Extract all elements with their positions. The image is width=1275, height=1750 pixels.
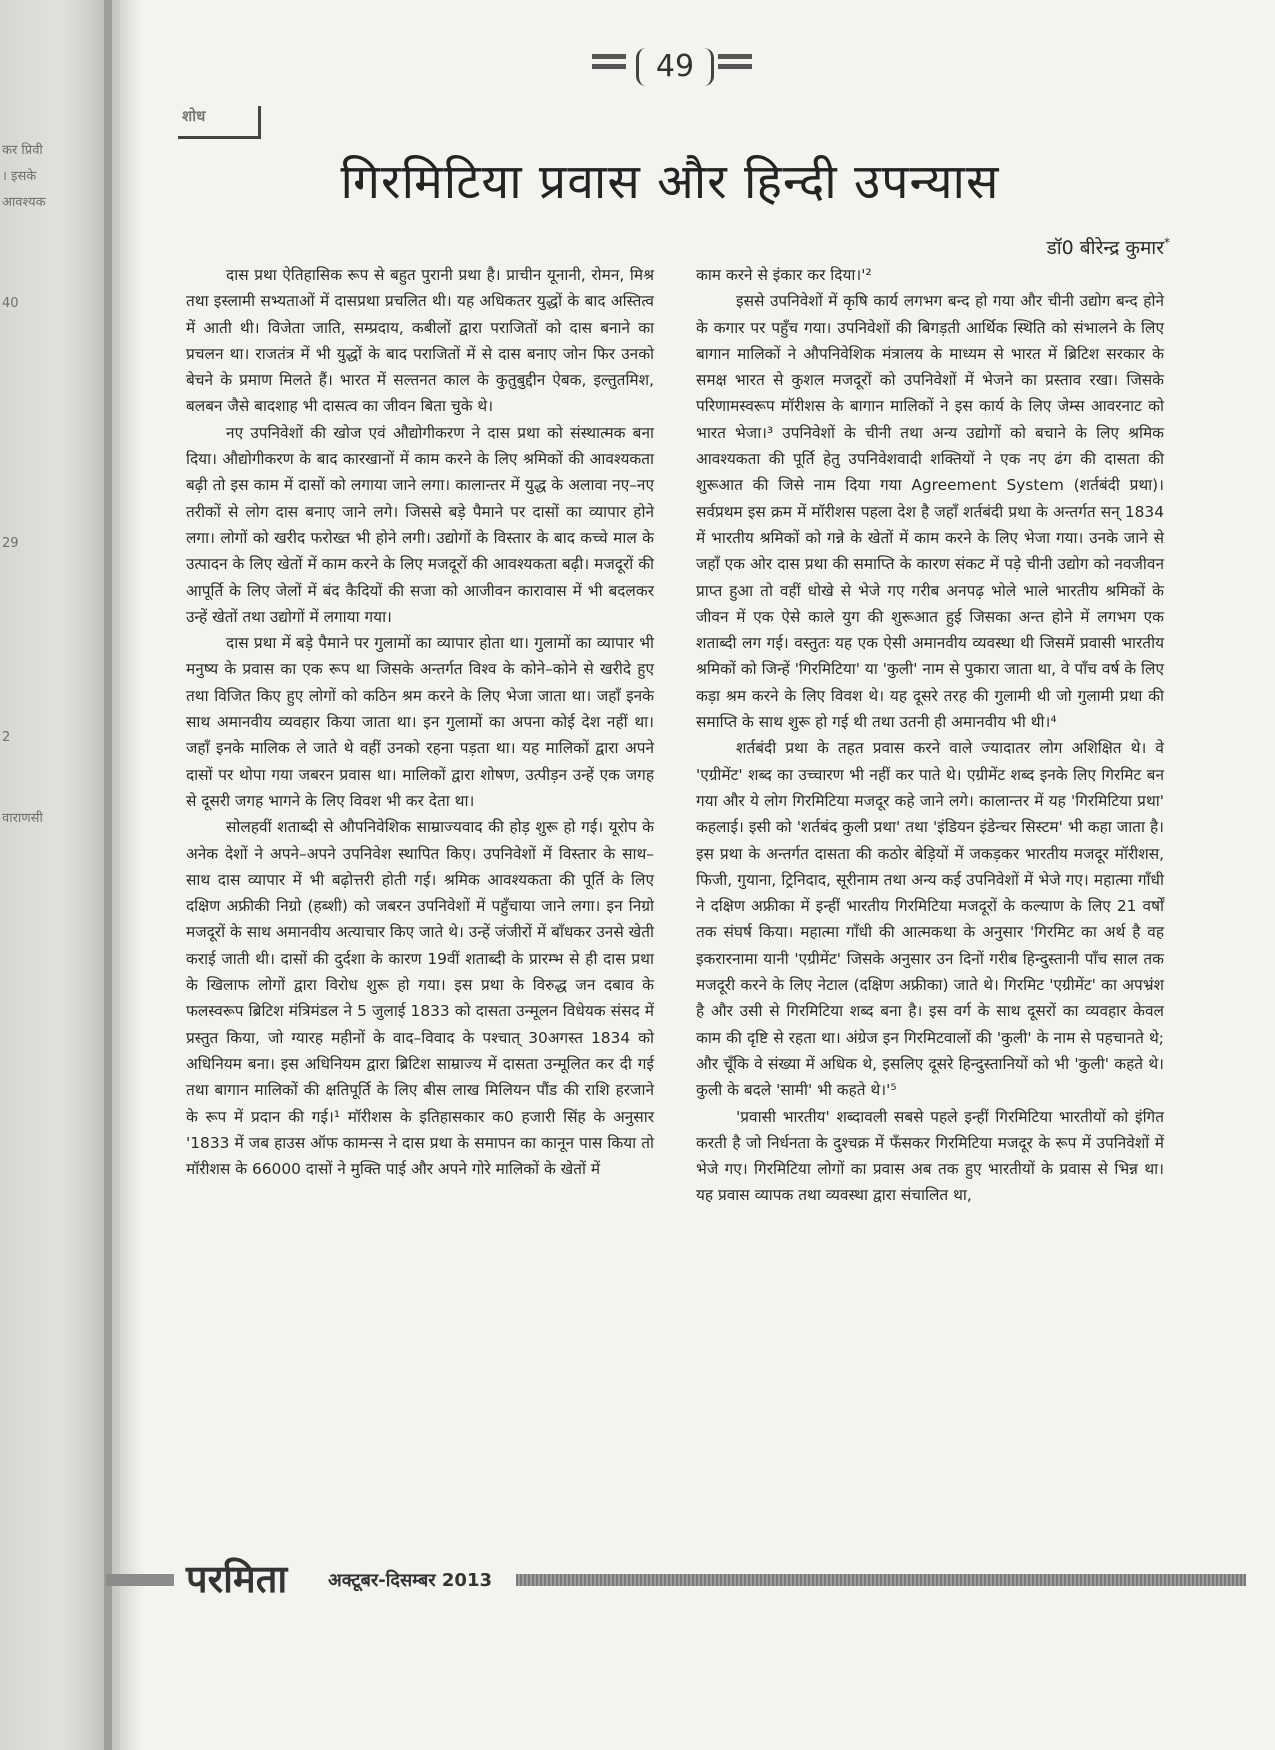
author-name: डॉ0 बीरेन्द्र कुमार — [1046, 237, 1164, 259]
page-number-ornament — [592, 44, 752, 94]
paragraph: दास प्रथा ऐतिहासिक रूप से बहुत पुरानी प्रथा है। प्राचीन यूनानी, रोमन, मिश्र तथा इस्लामी सभ्यताओं में दासप्रथा प्रचलित थी। यह अधिकतर युद्धों के बाद अस्तित्व में आती थी। विजेता जाति, सम्प्रदाय, कबीलों द्वारा पराजितों को दास बनाने का प्रचलन था। राजतंत्र में भी युद्धों के बाद पराजितों में से दास बनाए जोन फिर उनको बेचने के प्रमाण मिलते हैं। भारत में सल्तनत काल के कुतुबुद्दीन ऐबक, इल्तुतमिश, बलबन जैसे बादशाह भी दासत्व का जीवन बिता चुके थे। — [186, 266, 654, 416]
issue-date: अक्टूबर-दिसम्बर 2013 — [328, 1570, 492, 1591]
bleed-text: आवश्यक — [2, 195, 46, 210]
paragraph: दास प्रथा में बड़े पैमाने पर गुलामों का व्यापार होता था। गुलामों का व्यापार भी मनुष्य के प्रवास का एक रूप था जिसके अन्तर्गत विश्व के कोने–कोने से खरीदे हुए तथा विजित किए हुए लोगों को कठिन श्रम करने के लिए भेजा जाता था। जहाँ इनके साथ अमानवीय व्यवहार किया जाता था। इन गुलामों का अपना कोई देश नहीं था। जहाँ इनके मालिक ले जाते थे वहीं उनको रहना पड़ता था। यह मालिकों द्वारा अपने दासों पर थोपा गया जबरन प्रवास था। मालिकों द्वारा शोषण, उत्पीड़न उन्हें एक जगह से दूसरी जगह भागने के लिए विवश भी कर देता था। — [186, 634, 654, 810]
paragraph: 'प्रवासी भारतीय' शब्दावली सबसे पहले इन्हीं गिरमिटिया भारतीयों को इंगित करती है जो निर्धनता के दुश्चक्र में फँसकर गिरमिटिया मजदूर के रूप में उपनिवेशों में भेजे गए। गिरमिटिया लोगों का प्रवास अब तक हुए भारतीयों के प्रवास से भिन्न था। यह प्रवास व्यापक तथा व्यवस्था द्वारा संचालित था, — [696, 1107, 1164, 1205]
right-column — [696, 262, 1164, 1209]
page-number: 49 — [636, 48, 714, 86]
bleed-text: कर प्रिवी — [2, 143, 43, 158]
paragraph: नए उपनिवेशों की खोज एवं औद्योगीकरण ने दास प्रथा को संस्थात्मक बना दिया। औद्योगीकरण के बाद कारखानों में काम करने के लिए श्रमिकों की आवश्यकता बढ़ी तो इस काम में दासों को लगाया जाने लगा। कालान्तर में युद्ध के अलावा नए–नए तरीकों से लोग दास बनाए जाने लगे। जिससे बड़े पैमाने पर दासों का व्यापार होने लगा। लोगों को खरीद फरोख्त भी होने लगी। उद्योगों के विस्तार के बाद कच्चे माल के उत्पादन के लिए खेतों में काम करने के लिए मजदूरों की आवश्यकता बढ़ी। मजदूरों की आपूर्ति के लिए जेलों में बंद कैदियों की सजा को आजीवन कारावास में भी बदलकर उन्हें खेतों तथा उद्योगों में लगाया गया। — [186, 423, 654, 626]
folio-bars-right — [718, 54, 752, 80]
section-tag: शोध — [178, 106, 261, 139]
article-title: गिरमिटिया प्रवास और हिन्दी उपन्यास — [340, 154, 1000, 210]
binding-shadow — [104, 0, 142, 1750]
paragraph: काम करने से इंकार कर दिया।'² — [696, 266, 872, 284]
footer-rule-left — [106, 1574, 174, 1586]
bleed-text: 2 — [2, 730, 11, 745]
bleed-text: । इसके — [2, 169, 37, 184]
folio-bars-left — [592, 54, 626, 80]
bleed-text: वाराणसी — [2, 811, 43, 826]
author-footnote-mark: * — [1164, 235, 1170, 250]
magazine-logo: परमिता — [186, 1557, 288, 1601]
bleed-text: 29 — [2, 536, 19, 551]
page-footer — [186, 1556, 1246, 1604]
left-column — [186, 262, 654, 1182]
binding-gutter — [0, 0, 112, 1750]
paragraph: सोलहवीं शताब्दी से औपनिवेशिक साम्राज्यवाद की होड़ शुरू हो गई। यूरोप के अनेक देशों ने अपने–अपने उपनिवेश स्थापित किए। उपनिवेशों में विस्तार के साथ–साथ दास व्यापार में भी बढ़ोत्तरी होती गई। श्रमिक आवश्यकता की पूर्ति के लिए दक्षिण अफ्रीकी निग्रो (हब्शी) को जबरन उपनिवेशों में पहुँचाया जाने लगा। इन निग्रो मजदूरों के साथ अमानवीय अत्याचार किए जाते थे। उन्हें जंजीरों में बाँधकर उनसे खेती कराई जाती थी। दासों की दुर्दशा के कारण 19वीं शताब्दी के प्रारम्भ से ही दास प्रथा के खिलाफ लोगों द्वारा विरोध शुरू हो गया। इस प्रथा के विरुद्ध जन दबाव के फलस्वरूप ब्रिटिश मंत्रिमंडल ने 5 जुलाई 1833 को दासता उन्मूलन विधेयक संसद में प्रस्तुत किया, जो ग्यारह महीनों के वाद–विवाद के पश्चात् 30अगस्त 1834 को अधिनियम बना। इस अधिनियम द्वारा ब्रिटिश साम्राज्य में दासता उन्मूलित कर दी गई तथा बागान मालिकों की क्षतिपूर्ति के लिए बीस लाख मिलियन पौंड की राशि हरजाने के रूप में प्रदान की गई।¹ मॉरीशस के इतिहासकार क0 हजारी सिंह के अनुसार '1833 में जब हाउस ऑफ कामन्स ने दास प्रथा के समापन का कानून पास किया तो मॉरीशस के 66000 दासों ने मुक्ति पाई और अपने गोरे मालिकों के खेतों में — [186, 818, 654, 1179]
paragraph: इससे उपनिवेशों में कृषि कार्य लगभग बन्द हो गया और चीनी उद्योग बन्द होने के कगार पर पहुँच गया। उपनिवेशों की बिगड़ती आर्थिक स्थिति को संभालने के लिए बागान मालिकों ने औपनिवेशिक मंत्रालय के माध्यम से भारत में ब्रिटिश सरकार के समक्ष भारत से कुशल मजदूरों को उपनिवेशों में भेजने का प्रस्ताव रखा। जिसके परिणामस्वरूप मॉरीशस के बागान मालिकों ने इस कार्य के लिए जेम्स आवरनाट को भारत भेजा।³ उपनिवेशों के चीनी तथा अन्य उद्योगों को बचाने के लिए श्रमिक आवश्यकता की पूर्ति हेतु उपनिवेशवादी शक्तियों ने एक नए ढंग की दासता की शुरूआत की जिसे नाम दिया गया Agreement System (शर्तबंदी प्रथा)। सर्वप्रथम इस क्रम में मॉरीशस पहला देश है जहाँ शर्तबंदी प्रथा के अन्तर्गत सन् 1834 में भारतीय श्रमिकों को गन्ने के खेतों में काम करने के लिए भेजा गया। उनके जाने से जहाँ एक ओर दास प्रथा की समाप्ति के कारण संकट में पड़े चीनी उद्योग को नवजीवन प्राप्त हुआ तो वहीं धोखे से भेजे गए गरीब अनपढ़ भोले भाले भारतीय श्रमिकों के जीवन में एक ऐसे काले युग की शुरूआत हुई जिसका अन्त होने में लगभग एक शताब्दी लग गई। वस्तुतः यह एक ऐसी अमानवीय व्यवस्था थी जिसमें प्रवासी भारतीय श्रमिकों को जिन्हें 'गिरमिटिया' या 'कुली' नाम से पुकारा जाता था, वे पाँच वर्ष के लिए कड़ा श्रम करने के लिए विवश थे। यह दूसरे तरह की गुलामी थी जो गुलामी प्रथा की समाप्ति के साथ शुरू हो गई थी तथा उतनी ही अमानवीय भी थी।⁴ — [696, 292, 1164, 732]
footer-rule — [516, 1574, 1246, 1586]
bleed-text: 40 — [2, 296, 19, 311]
author-byline — [880, 234, 1170, 260]
paragraph: शर्तबंदी प्रथा के तहत प्रवास करने वाले ज्यादातर लोग अशिक्षित थे। वे 'एग्रीमेंट' शब्द का उच्चारण भी नहीं कर पाते थे। एग्रीमेंट शब्द इनके लिए गिरमिट बन गया और ये लोग गिरमिटिया मजदूर कहे जाने लगे। कालान्तर में यह 'गिरमिटिया प्रथा' कहलाई। इसी को 'शर्तबंद कुली प्रथा' तथा 'इंडियन इंडेन्चर सिस्टम' भी कहा जाता है। इस प्रथा के अन्तर्गत दासता की कठोर बेड़ियों में जकड़कर भारतीय मजदूर मॉरीशस, फिजी, गुयाना, ट्रिनिदाद, सूरीनाम तथा अन्य कई उपनिवेशों में भेजे गए। महात्मा गाँधी ने दक्षिण अफ्रीका में इन्हीं भारतीय गिरमिटिया मजदूरों के कल्याण के लिए 21 वर्षों तक संघर्ष किया। महात्मा गाँधी की आत्मकथा के अनुसार 'गिरमिट का अर्थ है वह इकरारनामा यानी 'एग्रीमेंट' जिसके अनुसार उन दिनों गरीब हिन्दुस्तानी पाँच साल तक मजदूरी करने के लिए नेटाल (दक्षिण अफ्रीका) जाते थे। गिरमिट 'एग्रीमेंट' का अपभ्रंश है और उसी से गिरमिटिया शब्द बना है। इस वर्ग के साथ दूसरों का व्यवहार केवल काम की दृष्टि से रहता था। अंग्रेज इन गिरमिटवालों की 'कुली' के नाम से पहचानते थे; और चूँकि वे संख्या में अधिक थे, इसलिए दूसरे हिन्दुस्तानियों को भी 'कुली' कहते थे। कुली के बदले 'सामी' भी कहते थे।'⁵ — [696, 739, 1164, 1100]
